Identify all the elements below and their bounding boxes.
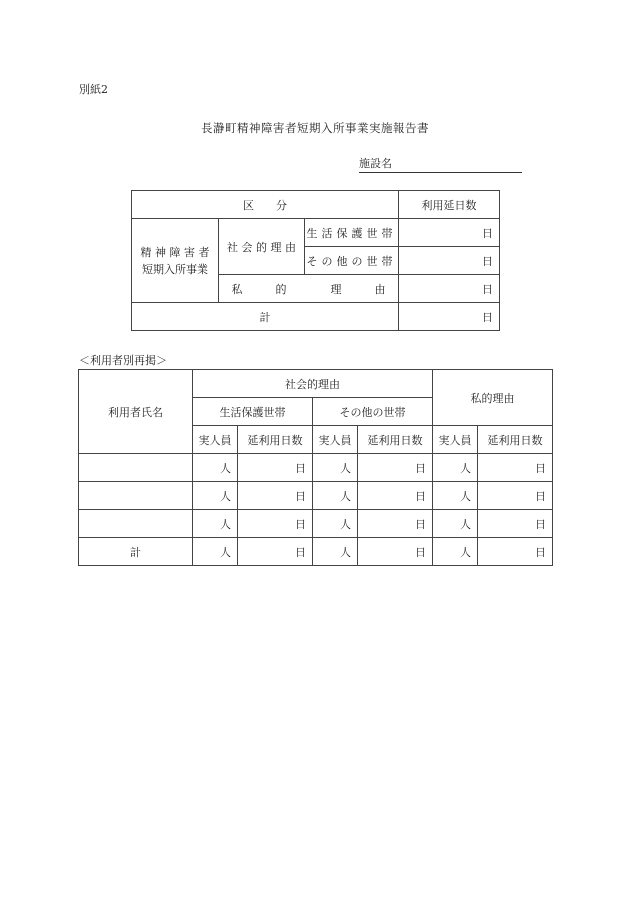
- days-cell[interactable]: 日: [399, 247, 500, 275]
- facility-name-field[interactable]: [359, 155, 522, 173]
- days-cell[interactable]: 日: [358, 482, 433, 510]
- table-row: [79, 454, 553, 482]
- person-cell[interactable]: 人: [193, 510, 238, 538]
- days-header: 延利用日数: [358, 426, 433, 454]
- table-row: [79, 482, 553, 510]
- days-cell[interactable]: 日: [358, 510, 433, 538]
- days-cell[interactable]: 日: [399, 303, 500, 331]
- person-cell[interactable]: 人: [193, 538, 238, 566]
- social-reason-label: 社 会 的 理 由: [219, 219, 305, 275]
- days-cell[interactable]: 日: [238, 510, 313, 538]
- person-cell[interactable]: 人: [433, 538, 478, 566]
- actual-header: 実人員: [313, 426, 358, 454]
- other-household-label: その他の世帯: [305, 247, 399, 275]
- attachment-label: 別紙2: [79, 83, 108, 96]
- person-cell[interactable]: 人: [313, 538, 358, 566]
- header-usage-days: 利用延日数: [399, 191, 500, 219]
- days-cell[interactable]: 日: [478, 454, 553, 482]
- livelihood-label: 生活保護世帯: [305, 219, 399, 247]
- days-cell[interactable]: 日: [478, 538, 553, 566]
- group-label: 精 神 障 害 者 短期入所事業: [132, 219, 219, 303]
- person-cell[interactable]: 人: [313, 454, 358, 482]
- actual-header: 実人員: [433, 426, 478, 454]
- person-cell[interactable]: 人: [313, 510, 358, 538]
- days-cell[interactable]: 日: [238, 482, 313, 510]
- days-header: 延利用日数: [238, 426, 313, 454]
- person-cell[interactable]: 人: [433, 454, 478, 482]
- user-name-cell[interactable]: [79, 482, 193, 510]
- user-name-header: 利用者氏名: [79, 370, 193, 454]
- section-heading: ＜利用者別再掲＞: [79, 354, 167, 367]
- user-breakdown-table: [78, 369, 553, 566]
- person-cell[interactable]: 人: [433, 482, 478, 510]
- table-row: [79, 510, 553, 538]
- person-cell[interactable]: 人: [313, 482, 358, 510]
- days-cell[interactable]: 日: [478, 510, 553, 538]
- person-cell[interactable]: 人: [193, 454, 238, 482]
- summary-table: [131, 190, 500, 331]
- person-cell[interactable]: 人: [433, 510, 478, 538]
- private-reason-label: 私 的 理 由: [219, 275, 399, 303]
- user-name-cell[interactable]: [79, 510, 193, 538]
- total-row: [79, 538, 553, 566]
- private-reason-header: 私的理由: [433, 370, 553, 426]
- days-header: 延利用日数: [478, 426, 553, 454]
- days-cell[interactable]: 日: [478, 482, 553, 510]
- days-cell[interactable]: 日: [399, 219, 500, 247]
- header-category: 区 分: [132, 191, 399, 219]
- days-cell[interactable]: 日: [238, 538, 313, 566]
- person-cell[interactable]: 人: [193, 482, 238, 510]
- days-cell[interactable]: 日: [358, 538, 433, 566]
- facility-label: 施設名: [359, 157, 392, 170]
- days-cell[interactable]: 日: [399, 275, 500, 303]
- social-reason-header: 社会的理由: [193, 370, 433, 398]
- days-cell[interactable]: 日: [358, 454, 433, 482]
- livelihood-header: 生活保護世帯: [193, 398, 313, 426]
- actual-header: 実人員: [193, 426, 238, 454]
- days-cell[interactable]: 日: [238, 454, 313, 482]
- document-title: 長瀞町精神障害者短期入所事業実施報告書: [201, 121, 429, 135]
- user-name-cell[interactable]: [79, 454, 193, 482]
- total-label: 計: [79, 538, 193, 566]
- other-household-header: その他の世帯: [313, 398, 433, 426]
- total-label: 計: [132, 303, 399, 331]
